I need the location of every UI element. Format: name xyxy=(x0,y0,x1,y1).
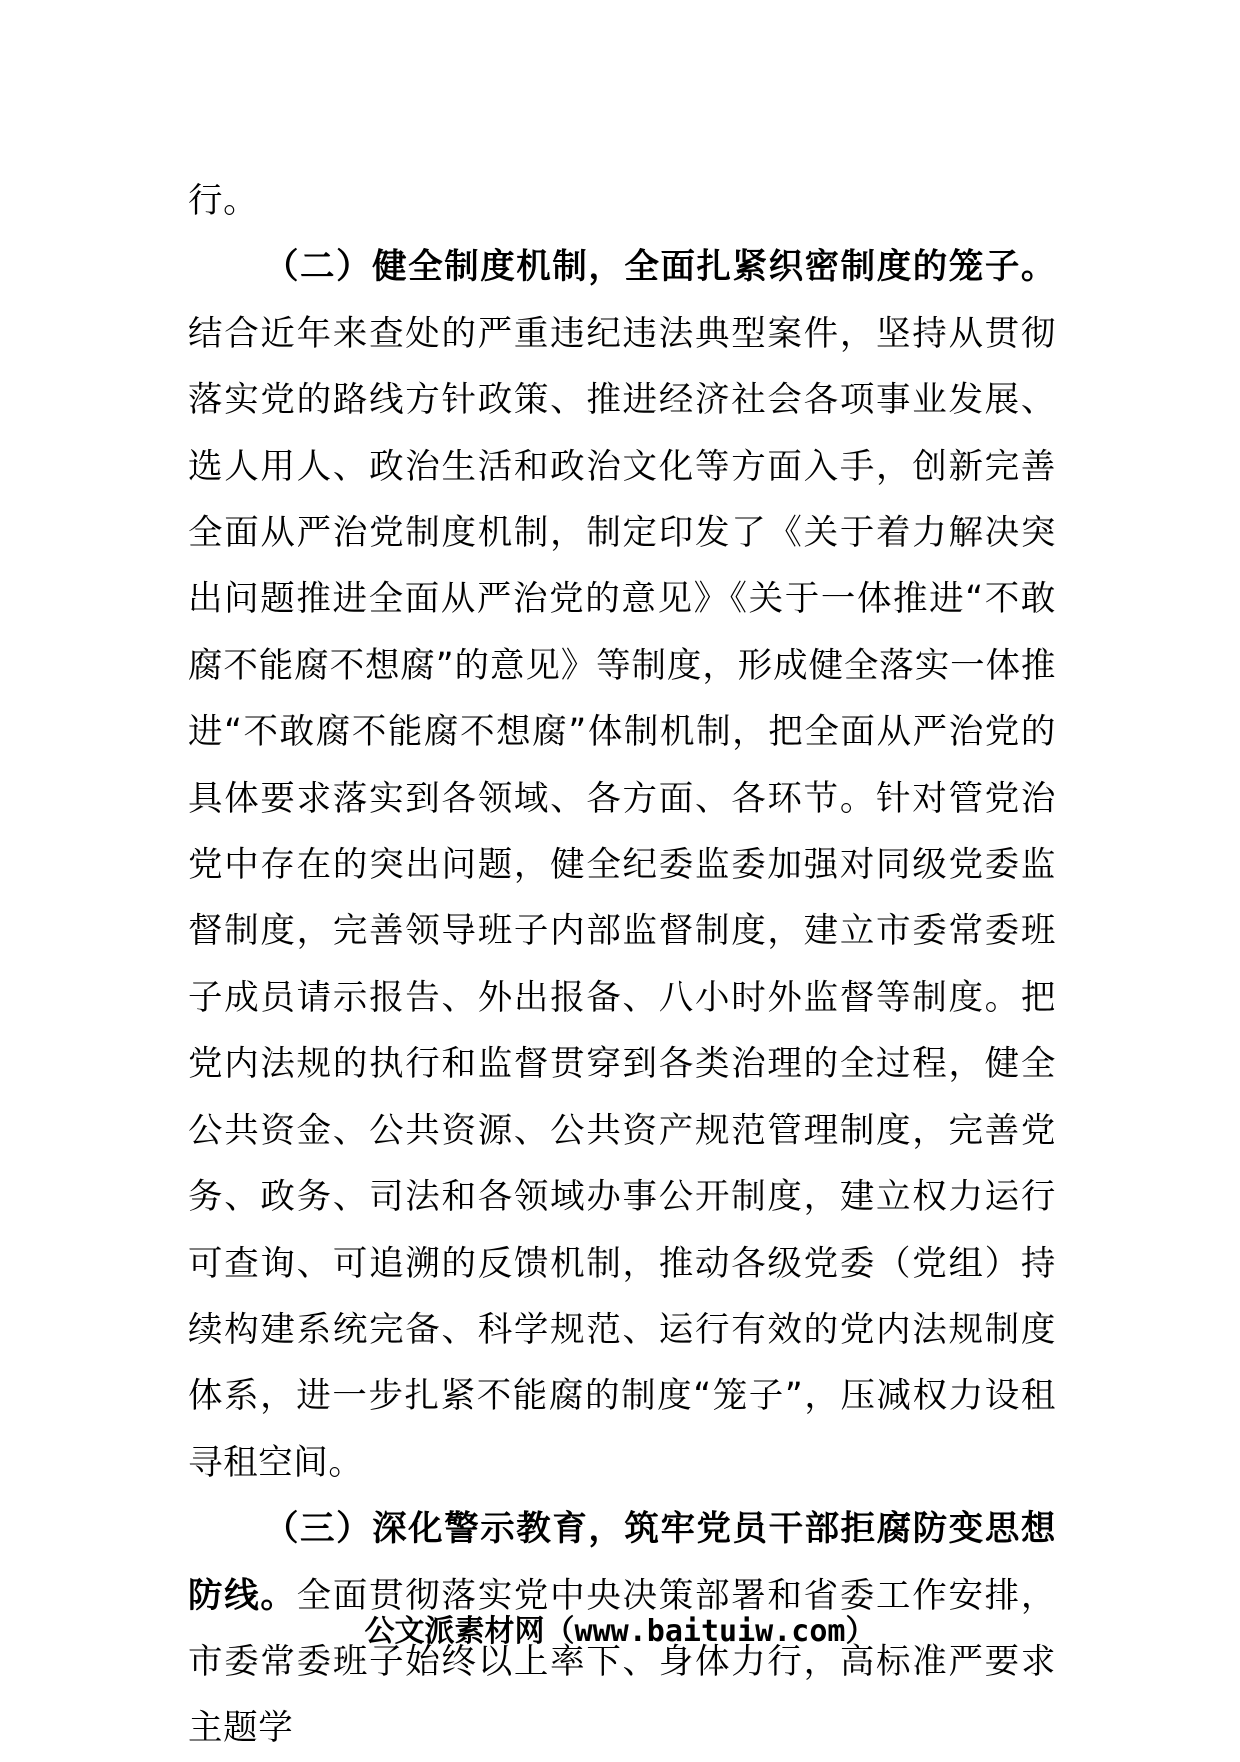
footer-watermark: 公文派素材网（www.baituiw.com） xyxy=(364,1614,876,1649)
paragraph-section-2 xyxy=(188,234,1056,1496)
paragraph-text: 全面贯彻落实党中央决策部署和省委工作安排，市委常委班子始终以上率下、身体力行，高标准严要求主题学 xyxy=(188,1575,1056,1749)
section-heading: （三）深化警示教育，筑牢党员干部拒腐防变思想防线。 xyxy=(188,1509,1056,1616)
document-body xyxy=(188,168,1056,1762)
section-heading: （二）健全制度机制，全面扎紧织密制度的笼子。 xyxy=(264,247,1056,288)
paragraph-continuation xyxy=(188,168,1056,234)
paragraph-text: 行。 xyxy=(188,181,259,221)
paragraph-text: 结合近年来查处的严重违纪违法典型案件，坚持从贯彻落实党的路线方针政策、推进经济社会各项事业发展、选人用人、政治生活和政治文化等方面入手，创新完善全面从严治党制度机制，制定印发了《关于着力解决突出问题推进全面从严治党的意见》《关于一体推进“不敢腐不能腐不想腐”的意见》等制度，形成健全落实一体推进“不敢腐不能腐不想腐”体制机制，把全面从严治党的具体要求落实到各领域、各方面、各环节。针对管党治党中存在的突出问题，健全纪委监委加强对同级党委监督制度，完善领导班子内部监督制度，建立市委常委班子成员请示报告、外出报备、八小时外监督等制度。把党内法规的执行和监督贯穿到各类治理的全过程，健全公共资金、公共资源、公共资产规范管理制度，完善党务、政务、司法和各领域办事公开制度，建立权力运行可查询、可追溯的反馈机制，推动各级党委（党组）持续构建系统完备、科学规范、运行有效的党内法规制度体系，进一步扎紧不能腐的制度“笼子”，压减权力设租寻租空间。 xyxy=(188,313,1056,1483)
